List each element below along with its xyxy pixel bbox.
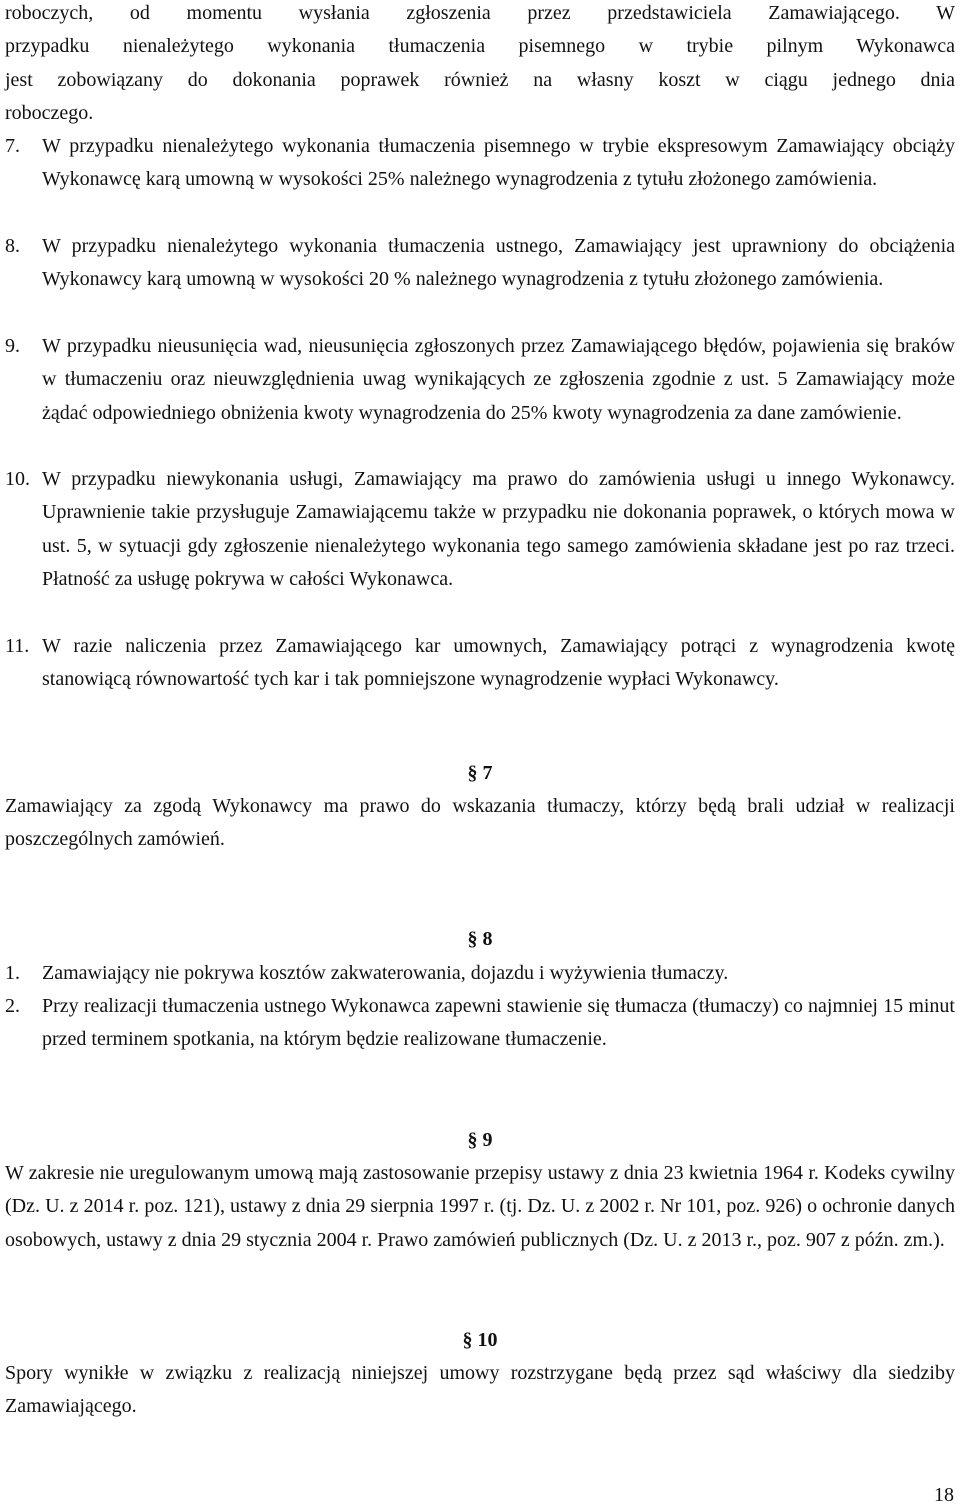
list-number: 11. [5, 635, 30, 657]
list-item-text: W przypadku nieusunięcia wad, nieusunięcia zgłoszonych przez Zamawiającego błędów, pojawienia się braków w tłumaczeniu oraz nieuwzględnienia uwag wynikających ze zgłoszenia zgodnie z ust. 5 Zamawiający może żądać odpowiedniego obniżenia kwoty wynagrodzenia do 25% kwoty wynagrodzenia za dane zamówienie. [42, 335, 955, 424]
page-number: 18 [934, 1484, 954, 1506]
intro-paragraph-continuation [5, 0, 955, 130]
list-item-8 [5, 230, 955, 297]
section-10-text: Spory wynikłe w związku z realizacją niniejszej umowy rozstrzygane będą przez sąd właściwy dla siedziby Zamawiającego. [5, 1362, 955, 1418]
section-7-text: Zamawiający za zgodą Wykonawcy ma prawo do wskazania tłumaczy, którzy będą brali udział w realizacji poszczególnych zamówień. [5, 795, 955, 851]
list-item-11 [5, 630, 955, 697]
list-item-9 [5, 330, 955, 430]
list-item-text: W przypadku nienależytego wykonania tłumaczenia pisemnego w trybie ekspresowym Zamawiający obciąży Wykonawcę karą umowną w wysokości 25% należnego wynagrodzenia z tytułu złożonego zamówienia. [42, 135, 955, 191]
list-item-text: Zamawiający nie pokrywa kosztów zakwaterowania, dojazdu i wyżywienia tłumaczy. [42, 962, 729, 984]
text-line: jest zobowiązany do dokonania poprawek również na własny koszt w ciągu jednego dnia [5, 68, 955, 91]
list-number: 10. [5, 468, 30, 490]
list-item-text: Przy realizacji tłumaczenia ustnego Wykonawca zapewni stawienie się tłumacza (tłumaczy) co najmniej 15 minut przed terminem spotkania, na którym będzie realizowane tłumaczenie. [42, 995, 955, 1051]
list-item-7 [5, 130, 955, 197]
section-heading-9: § 9 [467, 1129, 493, 1151]
text-line: roboczego. [5, 101, 94, 124]
section-9-text: W zakresie nie uregulowanym umową mają zastosowanie przepisy ustawy z dnia 23 kwietnia 1964 r. Kodeks cywilny (Dz. U. z 2014 r. poz. 121), ustawy z dnia 29 sierpnia 1997 r. (tj. Dz. U. z 2002 r. Nr 101, poz. 926) o ochronie danych osobowych, ustawy z dnia 29 stycznia 2004 r. Prawo zamówień publicznych (Dz. U. z 2013 r., poz. 907 z późn. zm.). [5, 1162, 955, 1251]
text-line: roboczych, od momentu wysłania zgłoszenia przez przedstawiciela Zamawiającego. W [5, 2, 955, 24]
section-heading-7: § 7 [467, 762, 493, 784]
section-8-item-1 [5, 957, 955, 990]
list-number: 8. [5, 235, 20, 257]
text-line: przypadku nienależytego wykonania tłumaczenia pisemnego w trybie pilnym Wykonawca [5, 35, 955, 58]
list-item-10 [5, 463, 955, 596]
section-8-item-2 [5, 990, 955, 1057]
list-item-text: W przypadku nienależytego wykonania tłumaczenia ustnego, Zamawiający jest uprawniony do obciążenia Wykonawcy karą umowną w wysokości 20 % należnego wynagrodzenia z tytułu złożonego zamówienia. [42, 235, 955, 291]
list-number: 9. [5, 335, 20, 357]
list-item-text: W razie naliczenia przez Zamawiającego kar umownych, Zamawiający potrąci z wynagrodzenia kwotę stanowiącą równowartość tych kar i tak pomniejszone wynagrodzenie wypłaci Wykonawcy. [42, 635, 955, 691]
list-item-text: W przypadku niewykonania usługi, Zamawiający ma prawo do zamówienia usługi u innego Wykonawcy. Uprawnienie takie przysługuje Zamawiającemu także w przypadku nie dokonania poprawek, o których mowa w ust. 5, w sytuacji gdy zgłoszenie nienależytego wykonania tego samego zamówienia składane jest po raz trzeci. Płatność za usługę pokrywa w całości Wykonawca. [42, 468, 955, 590]
list-number: 1. [5, 962, 20, 984]
list-number: 7. [5, 135, 20, 157]
section-heading-10: § 10 [462, 1329, 498, 1351]
section-heading-8: § 8 [467, 928, 493, 950]
list-number: 2. [5, 995, 20, 1017]
